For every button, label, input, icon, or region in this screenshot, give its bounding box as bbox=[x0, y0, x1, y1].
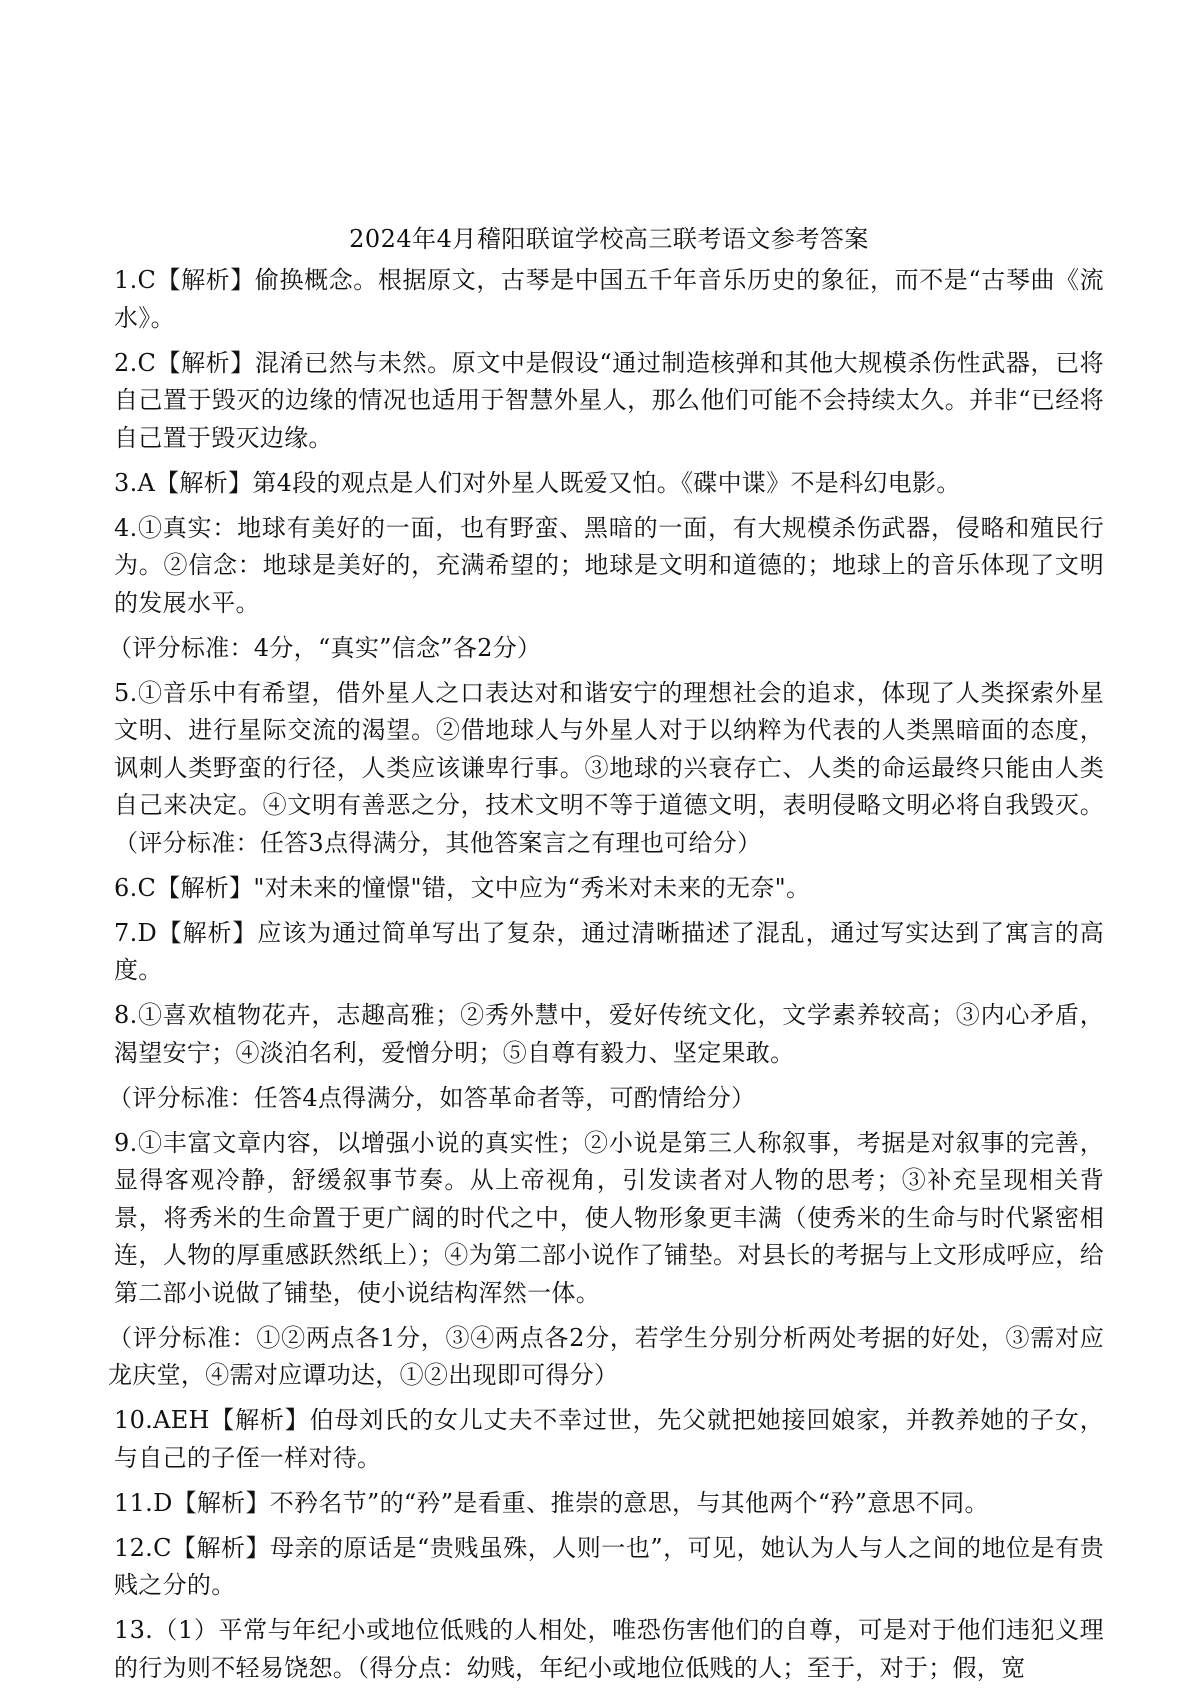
scoring-note-4: （评分标准：4分，“真实”信念”各2分） bbox=[108, 633, 542, 662]
answer-2: 2.C【解析】混淆已然与未然。原文中是假设“通过制造核弹和其他大规模杀伤性武器，已将自己置于毁灭的边缘的情况也适用于智慧外星人，那么他们可能不会持续太久。并非“已经将自己置于毁灭边缘。 bbox=[114, 348, 1104, 452]
answer-7: 7.D【解析】应该为通过简单写出了复杂，通过清晰描述了混乱，通过写实达到了寓言的高度。 bbox=[114, 918, 1104, 984]
answer-11: 11.D【解析】不矜名节”的“矜”是看重、推崇的意思，与其他两个“矜”意思不同。 bbox=[114, 1488, 989, 1517]
answer-13: 13.（1）平常与年纪小或地位低贱的人相处，唯恐伤害他们的自尊，可是对于他们违犯义理的行为则不轻易饶恕。（得分点：幼贱，年纪小或地位低贱的人；至于，对于；假，宽 bbox=[114, 1616, 1104, 1682]
answer-12: 12.C【解析】母亲的原话是“贵贱虽殊，人则一也”，可见，她认为人与人之间的地位是有贵贱之分的。 bbox=[114, 1533, 1104, 1599]
document-title: 2024年4月稽阳联谊学校高三联考语文参考答案 bbox=[349, 225, 869, 253]
answer-1: 1.C【解析】偷换概念。根据原文，古琴是中国五千年音乐历史的象征，而不是“古琴曲《流水》。 bbox=[114, 266, 1104, 332]
answer-5: 5.①音乐中有希望，借外星人之口表达对和谐安宁的理想社会的追求，体现了人类探索外星文明、进行星际交流的渴望。②借地球人与外星人对于以纳粹为代表的人类黑暗面的态度，讽刺人类野蛮的行径，人类应该谦卑行事。③地球的兴衰存亡、人类的命运最终只能由人类自己来决定。④文明有善恶之分，技术文明不等于道德文明，表明侵略文明必将自我毁灭。（评分标准：任答3点得满分，其他答案言之有理也可给分） bbox=[114, 678, 1104, 857]
answer-4: 4.①真实：地球有美好的一面，也有野蛮、黑暗的一面，有大规模杀伤武器，侵略和殖民行为。②信念：地球是美好的，充满希望的；地球是文明和道德的；地球上的音乐体现了文明的发展水平。 bbox=[114, 513, 1104, 617]
answer-8: 8.①喜欢植物花卉，志趣高雅；②秀外慧中，爱好传统文化，文学素养较高；③内心矛盾，渴望安宁；④淡泊名利，爱憎分明；⑤自尊有毅力、坚定果敢。 bbox=[114, 1001, 1104, 1067]
answer-6: 6.C【解析】"对未来的憧憬"错，文中应为“秀米对未来的无奈"。 bbox=[114, 873, 811, 902]
answer-10: 10.AEH【解析】伯母刘氏的女儿丈夫不幸过世，先父就把她接回娘家，并教养她的子女，与自己的子侄一样对待。 bbox=[114, 1406, 1104, 1472]
document-body bbox=[108, 220, 1104, 1695]
answer-3: 3.A【解析】第4段的观点是人们对外星人既爱又怕。《碟中谍》不是科幻电影。 bbox=[114, 468, 961, 497]
scoring-note-8: （评分标准：任答4点得满分，如答革命者等，可酌情给分） bbox=[108, 1083, 756, 1112]
answer-9: 9.①丰富文章内容，以增强小说的真实性；②小说是第三人称叙事，考据是对叙事的完善，显得客观冷静，舒缓叙事节奏。从上帝视角，引发读者对人物的思考；③补充呈现相关背景，将秀米的生命置于更广阔的时代之中，使人物形象更丰满（使秀米的生命与时代紧密相连，人物的厚重感跃然纸上）；④为第二部小说作了铺垫。对县长的考据与上文形成呼应，给第二部小说做了铺垫，使小说结构浑然一体。 bbox=[114, 1128, 1104, 1307]
scoring-note-9: （评分标准：①②两点各1分，③④两点各2分，若学生分别分析两处考据的好处，③需对应龙庆堂，④需对应谭功达，①②出现即可得分） bbox=[108, 1323, 1104, 1389]
